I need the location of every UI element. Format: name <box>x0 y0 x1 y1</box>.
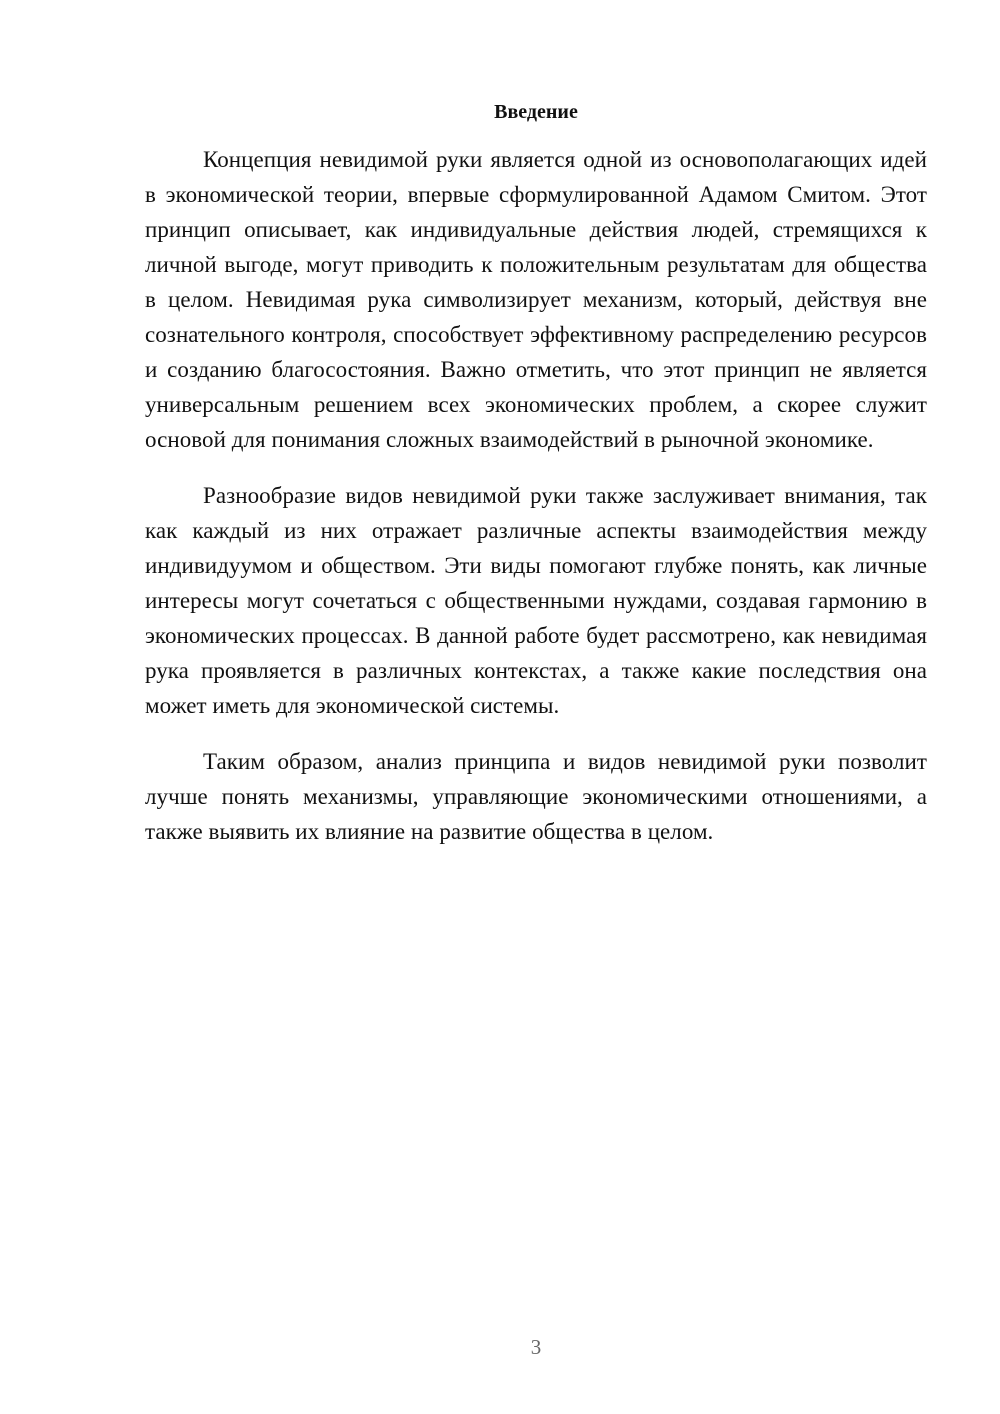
body-text <box>145 142 927 870</box>
paragraph-3: Таким образом, анализ принципа и видов невидимой руки позволит лучше понять механизмы, управляющие экономическими отношениями, а также выявить их влияние на развитие общества в целом. <box>145 749 927 844</box>
paragraph-2: Разнообразие видов невидимой руки также заслуживает внимания, так как каждый из них отражает различные аспекты взаимодействия между индивидуумом и обществом. Эти виды помогают глубже понять, как личные интересы могут сочетаться с общественными нуждами, создавая гармонию в экономических процессах. В данной работе будет рассмотрено, как невидимая рука проявляется в различных контекстах, а также какие последствия она может иметь для экономической системы. <box>145 483 927 718</box>
section-heading: Введение <box>494 101 578 123</box>
page-number: 3 <box>530 1335 542 1359</box>
paragraph-1: Концепция невидимой руки является одной из основополагающих идей в экономической теории, впервые сформулированной Адамом Смитом. Этот принцип описывает, как индивидуальные действия людей, стремящихся к личной выгоде, могут приводить к положительным результатам для общества в целом. Невидимая рука символизирует механизм, который, действуя вне сознательного контроля, способствует эффективному распределению ресурсов и созданию благосостояния. Важно отметить, что этот принцип не является универсальным решением всех экономических проблем, а скорее служит основой для понимания сложных взаимодействий в рыночной экономике. <box>145 147 927 452</box>
